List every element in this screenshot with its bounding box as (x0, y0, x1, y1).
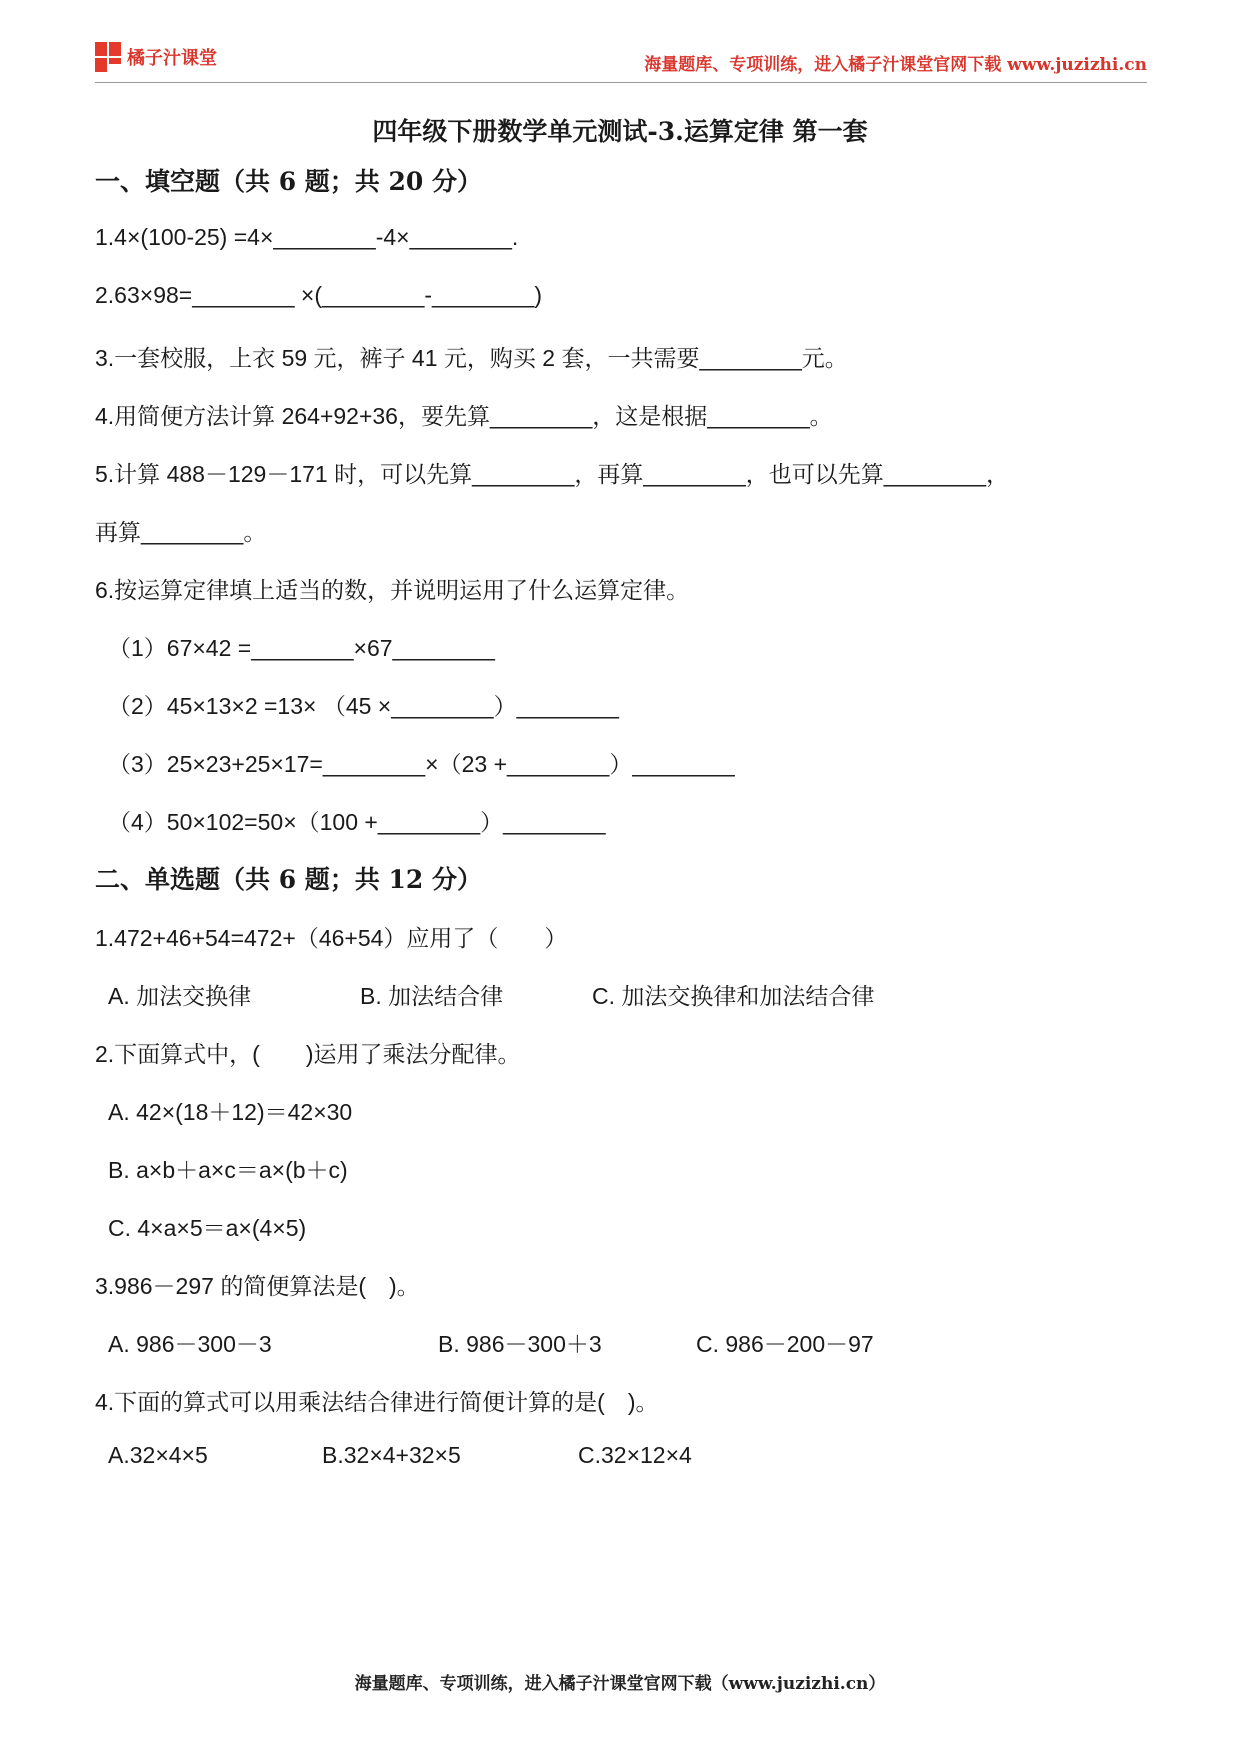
question-choice-2: 2.下面算式中，( )运用了乘法分配律。 (95, 1041, 521, 1067)
option-a: A. 加法交换律 (108, 983, 252, 1009)
option-a: A. 42×(18＋12)＝42×30 (108, 1099, 353, 1125)
option-c: C.32×12×4 (578, 1442, 692, 1468)
question-fill-6: 6.按运算定律填上适当的数，并说明运用了什么运算定律。 (95, 577, 690, 603)
header-tagline: 海量题库、专项训练，进入橘子汁课堂官网下载 www.juzizhi.cn (644, 55, 1147, 75)
logo-icon (95, 42, 121, 72)
question-fill-4: 4.用简便方法计算 264+92+36，要先算________，这是根据________。 (95, 403, 833, 429)
option-b: B. 986－300＋3 (438, 1331, 602, 1357)
section-heading-fill-blank: 一、填空题（共 6 题；共 20 分） (95, 167, 483, 196)
question-choice-3: 3.986－297 的简便算法是( )。 (95, 1273, 420, 1299)
question-fill-5: 5.计算 488－129－171 时，可以先算________，再算________，也可以先算________， (95, 461, 1010, 487)
question-fill-6-part-3: （3）25×23+25×17=________×（23 +________）________ (108, 751, 735, 777)
option-a: A. 986－300－3 (108, 1331, 272, 1357)
question-fill-2: 2.63×98=________ ×(________-________) (95, 282, 543, 308)
option-b: B.32×4+32×5 (322, 1442, 461, 1468)
option-b: B. 加法结合律 (360, 983, 504, 1009)
page-title: 四年级下册数学单元测试-3.运算定律 第一套 (372, 117, 868, 146)
brand-name: 橘子汁课堂 (127, 48, 217, 69)
option-c: C. 986－200－97 (696, 1331, 874, 1357)
page-header (95, 42, 1147, 83)
question-fill-5-continued: 再算________。 (95, 519, 267, 545)
question-fill-6-part-2: （2）45×13×2 =13× （45 ×________）________ (108, 693, 619, 719)
question-fill-1: 1.4×(100-25) =4×________-4×________. (95, 224, 519, 250)
question-fill-6-part-1: （1）67×42 =________×67________ (108, 635, 495, 661)
option-b: B. a×b＋a×c＝a×(b＋c) (108, 1157, 348, 1183)
question-fill-6-part-4: （4）50×102=50×（100 +________）________ (108, 809, 606, 835)
option-c: C. 4×a×5＝a×(4×5) (108, 1215, 307, 1241)
section-heading-single-choice: 二、单选题（共 6 题；共 12 分） (95, 865, 483, 894)
brand-logo (95, 42, 217, 72)
option-a: A.32×4×5 (108, 1442, 208, 1468)
question-choice-4: 4.下面的算式可以用乘法结合律进行简便计算的是( )。 (95, 1389, 659, 1415)
question-fill-3: 3.一套校服，上衣 59 元，裤子 41 元，购买 2 套，一共需要________元。 (95, 345, 848, 371)
page-footer: 海量题库、专项训练，进入橘子汁课堂官网下载（www.juzizhi.cn） (354, 1674, 886, 1694)
option-c: C. 加法交换律和加法结合律 (592, 983, 875, 1009)
question-choice-1: 1.472+46+54=472+（46+54）应用了（ ） (95, 925, 568, 951)
